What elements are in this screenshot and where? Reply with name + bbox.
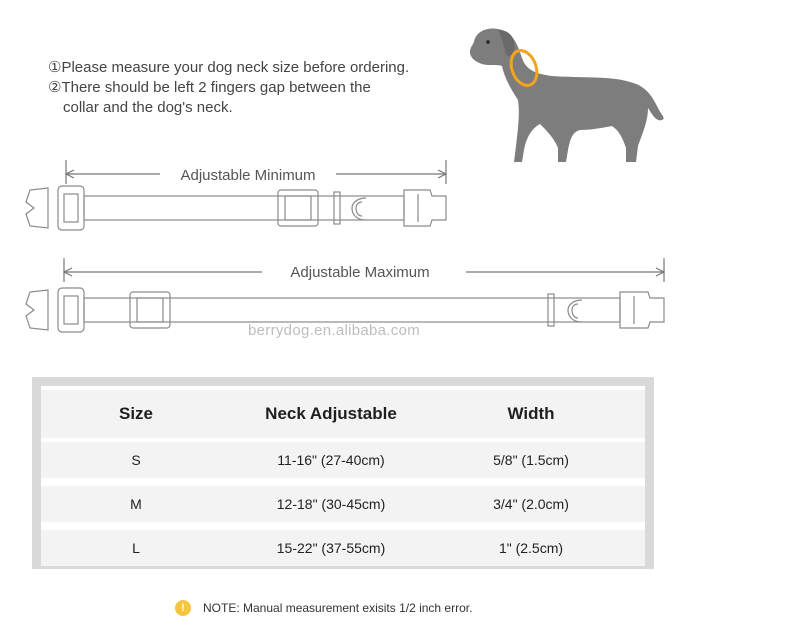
neck-cell: 11-16" (27-40cm) bbox=[277, 452, 385, 468]
instruction-2-continued: collar and the dog's neck. bbox=[63, 99, 233, 116]
table-row bbox=[41, 530, 645, 566]
table-row bbox=[41, 486, 645, 522]
size-cell: L bbox=[132, 540, 140, 556]
header-size: Size bbox=[118, 404, 154, 423]
note-text: NOTE: Manual measurement exisits 1/2 inch error. bbox=[203, 601, 473, 615]
collar-minimum bbox=[26, 186, 446, 230]
width-cell: 1" (2.5cm) bbox=[498, 540, 564, 556]
watermark: berrydog.en.alibaba.com bbox=[248, 322, 421, 339]
neck-cell: 15-22" (37-55cm) bbox=[276, 540, 386, 556]
max-label: Adjustable Maximum bbox=[290, 264, 430, 281]
size-cell: S bbox=[131, 452, 141, 468]
instructions bbox=[48, 58, 409, 118]
size-table bbox=[32, 377, 654, 569]
width-cell: 3/4" (2.0cm) bbox=[493, 496, 569, 512]
header-width: Width bbox=[507, 404, 555, 423]
note bbox=[175, 600, 472, 616]
size-cell: M bbox=[130, 496, 142, 512]
instruction-2: ②There should be left 2 fingers gap between the bbox=[48, 79, 371, 96]
instruction-1: ①Please measure your dog neck size before ordering. bbox=[48, 59, 410, 76]
neck-cell: 12-18" (30-45cm) bbox=[276, 496, 386, 512]
header-neck-adjustable: Neck Adjustable bbox=[265, 404, 397, 423]
warning-icon: ! bbox=[175, 600, 191, 616]
min-label: Adjustable Minimum bbox=[180, 167, 316, 184]
width-cell: 5/8" (1.5cm) bbox=[493, 452, 569, 468]
table-row bbox=[41, 442, 645, 478]
table-header-row bbox=[41, 390, 645, 438]
collar-diagram bbox=[0, 150, 700, 350]
dog-silhouette-icon bbox=[462, 20, 672, 170]
